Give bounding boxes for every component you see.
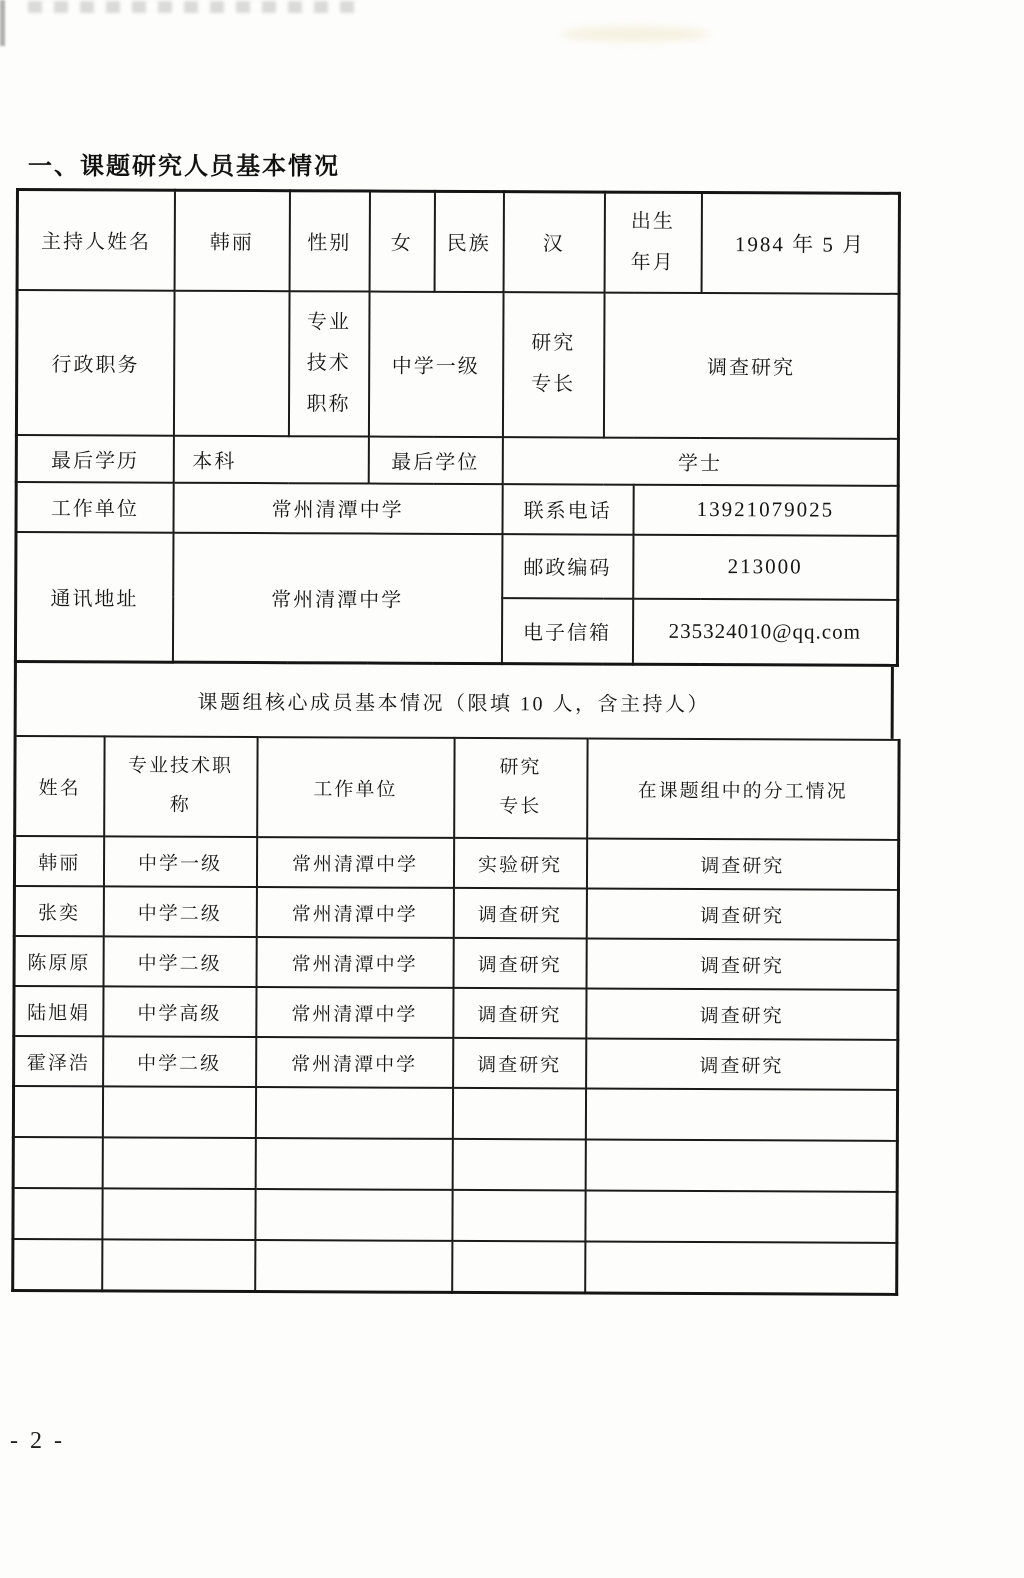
birth-value: 1984 年 5 月 (701, 192, 899, 293)
empty-cell (452, 1190, 585, 1242)
member-employer: 常州清潭中学 (256, 987, 453, 1038)
education-label: 最后学历 (16, 435, 173, 483)
empty-cell (102, 1137, 255, 1189)
empty-cell (255, 1087, 452, 1139)
col-specialty: 研究 专长 (454, 738, 587, 839)
col-name: 姓名 (15, 736, 104, 836)
member-row (14, 936, 898, 990)
host-name-label: 主持人姓名 (17, 190, 174, 291)
page-number: - 2 - (10, 1428, 65, 1454)
basic-info-table (14, 188, 901, 667)
member-tech-title: 中学高级 (103, 986, 256, 1037)
member-row (14, 886, 898, 940)
ethnicity-label: 民族 (434, 191, 503, 291)
member-row-empty (13, 1188, 897, 1243)
member-specialty: 调查研究 (453, 938, 586, 989)
employer-label: 工作单位 (16, 482, 173, 533)
postcode-value: 213000 (633, 534, 898, 599)
employer-value: 常州清潭中学 (173, 482, 502, 533)
member-name: 陈原原 (14, 936, 103, 986)
member-employer: 常州清潭中学 (256, 887, 453, 938)
member-tech-title: 中学二级 (103, 886, 256, 937)
birth-label: 出生 年月 (604, 192, 701, 292)
member-division: 调查研究 (586, 888, 898, 939)
member-division: 调查研究 (586, 938, 898, 989)
empty-cell (585, 1241, 897, 1293)
col-employer: 工作单位 (257, 737, 454, 838)
member-tech-title: 中学一级 (103, 836, 256, 887)
member-tech-title: 中学二级 (103, 1036, 256, 1087)
member-row-empty (13, 1239, 897, 1294)
empty-cell (585, 1088, 897, 1140)
empty-cell (13, 1137, 102, 1188)
empty-cell (255, 1138, 452, 1190)
specialty-value: 调查研究 (603, 292, 899, 438)
member-row-empty (13, 1137, 897, 1192)
members-section-header: 课题组核心成员基本情况（限填 10 人，含主持人） (14, 663, 894, 739)
empty-cell (255, 1240, 452, 1292)
member-name: 霍泽浩 (14, 1036, 103, 1086)
phone-label: 联系电话 (502, 484, 633, 535)
empty-cell (255, 1189, 452, 1241)
empty-cell (585, 1190, 897, 1242)
member-employer: 常州清潭中学 (256, 837, 453, 888)
empty-cell (13, 1239, 102, 1290)
member-employer: 常州清潭中学 (256, 937, 453, 988)
admin-post-label: 行政职务 (16, 290, 174, 436)
member-tech-title: 中学二级 (103, 936, 256, 987)
members-header-row (15, 736, 899, 840)
scan-edge-artifact (0, 0, 5, 46)
member-employer: 常州清潭中学 (256, 1037, 453, 1088)
member-division: 调查研究 (586, 1038, 898, 1089)
address-value: 常州清潭中学 (172, 532, 502, 663)
member-name: 张奕 (14, 886, 103, 936)
empty-cell (452, 1241, 585, 1293)
education-value: 本科 (173, 435, 368, 483)
member-specialty: 实验研究 (453, 838, 586, 889)
row-employer (16, 482, 898, 536)
empty-cell (13, 1086, 102, 1137)
member-specialty: 调查研究 (453, 988, 586, 1039)
member-specialty: 调查研究 (453, 888, 586, 939)
members-table (11, 735, 900, 1295)
row-host (17, 190, 899, 294)
email-label: 电子信箱 (501, 598, 632, 665)
member-division: 调查研究 (586, 838, 898, 889)
member-row (14, 1036, 898, 1090)
email-value: 235324010@qq.com (632, 598, 897, 665)
member-specialty: 调查研究 (453, 1038, 586, 1089)
row-education (16, 435, 898, 486)
member-row (14, 836, 898, 890)
degree-value: 学士 (502, 437, 898, 486)
member-name: 陆旭娟 (14, 986, 103, 1036)
scan-stain-artifact (560, 26, 710, 42)
row-address-postcode (16, 532, 898, 600)
empty-cell (102, 1086, 255, 1138)
degree-label: 最后学位 (368, 436, 502, 484)
empty-cell (102, 1188, 255, 1240)
specialty-label: 研究 专长 (502, 292, 604, 437)
empty-cell (585, 1139, 897, 1191)
ethnicity-value: 汉 (503, 192, 604, 292)
empty-cell (452, 1088, 585, 1140)
scan-bleed-artifact (28, 1, 358, 13)
empty-cell (102, 1239, 255, 1291)
tech-title-value: 中学一级 (368, 291, 503, 437)
address-label: 通讯地址 (15, 532, 173, 663)
col-division: 在课题组中的分工情况 (587, 738, 899, 839)
host-name-value: 韩丽 (174, 190, 289, 291)
member-name: 韩丽 (14, 836, 103, 886)
member-row (14, 986, 898, 1040)
row-post-title (16, 290, 899, 439)
postcode-label: 邮政编码 (502, 534, 633, 599)
member-division: 调查研究 (586, 988, 898, 1039)
col-tech-title: 专业技术职 称 (104, 736, 257, 837)
page-title: 一、课题研究人员基本情况 (28, 153, 340, 180)
member-row-empty (13, 1086, 897, 1141)
phone-value: 13921079025 (633, 484, 898, 535)
gender-label: 性别 (289, 191, 369, 291)
empty-cell (452, 1139, 585, 1191)
gender-value: 女 (369, 191, 434, 291)
tech-title-label: 专业 技术 职称 (288, 291, 369, 436)
admin-post-value (173, 290, 289, 436)
empty-cell (13, 1188, 102, 1239)
